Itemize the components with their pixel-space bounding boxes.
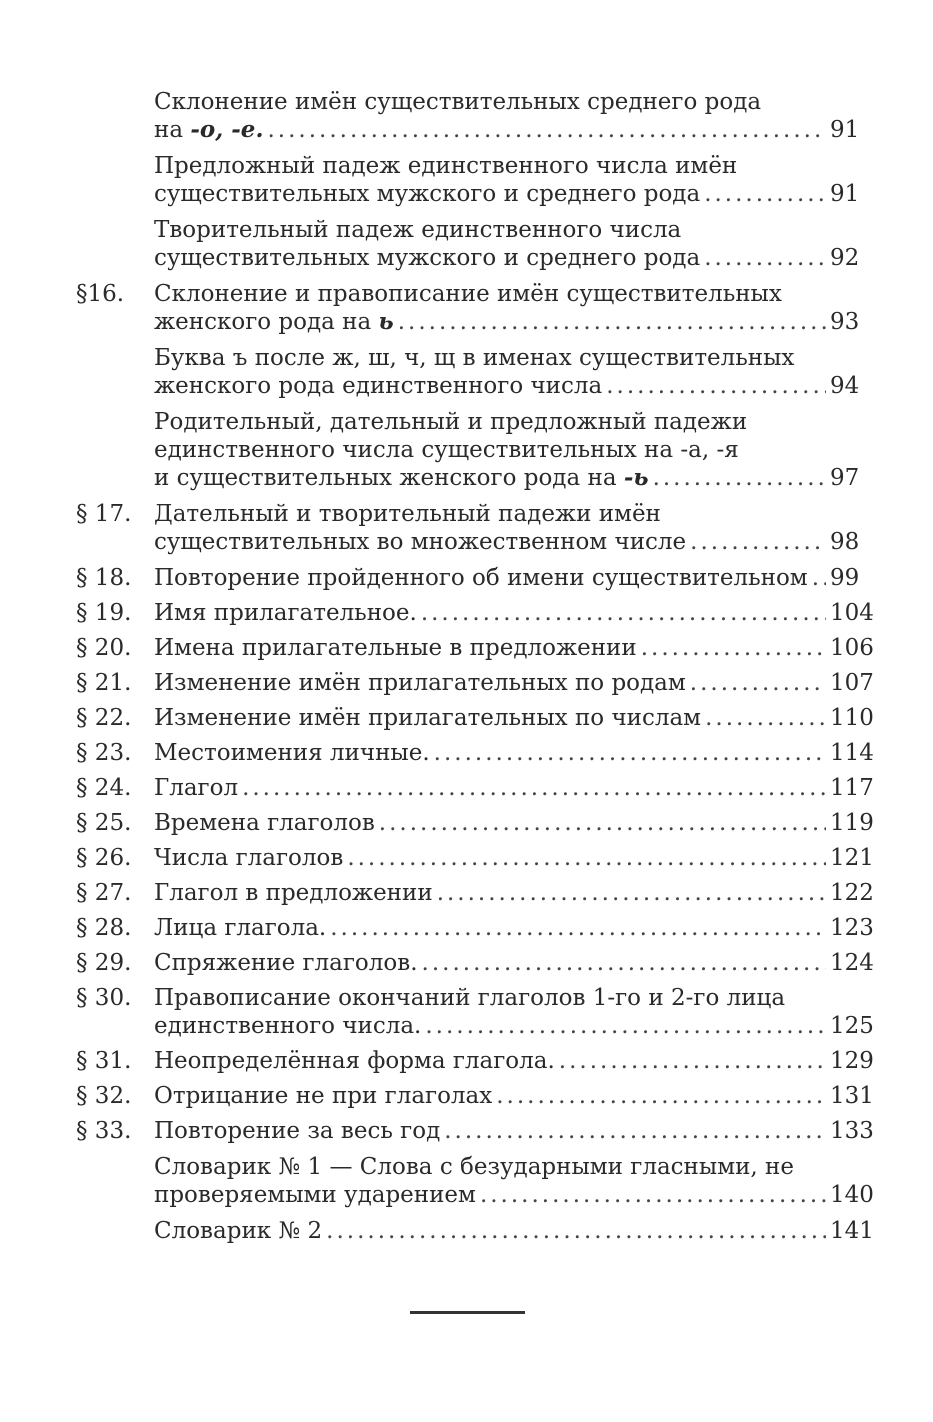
leader-dots xyxy=(267,116,826,144)
toc-entry[interactable] xyxy=(76,809,874,837)
entry-text: Словарик № 1 — Слова с безударными гласными, не xyxy=(154,1154,794,1180)
page-number: 114 xyxy=(830,740,874,766)
entry-text-bold: -ь xyxy=(623,464,649,491)
section-number: § 17. xyxy=(76,501,132,527)
page-number: 125 xyxy=(830,1013,874,1039)
toc-entry[interactable] xyxy=(76,739,874,767)
toc-entry[interactable] xyxy=(76,599,874,627)
leader-dots xyxy=(690,528,826,556)
page-number: 106 xyxy=(830,635,874,661)
toc-entry[interactable] xyxy=(76,280,860,336)
page-number: 94 xyxy=(830,373,860,399)
leader-dots xyxy=(690,669,826,697)
end-rule xyxy=(410,1311,525,1314)
leader-dots xyxy=(480,1181,826,1209)
entry-text: Глагол в предложении xyxy=(154,880,433,906)
page-number: 129 xyxy=(830,1048,874,1074)
toc-entry[interactable] xyxy=(76,408,860,492)
leader-dots xyxy=(704,180,826,208)
section-number: § 33. xyxy=(76,1118,132,1144)
toc-entry[interactable] xyxy=(76,774,874,802)
leader-dots xyxy=(653,464,826,492)
leader-dots xyxy=(437,879,826,907)
page-number: 104 xyxy=(830,600,874,626)
leader-dots xyxy=(425,1012,826,1040)
entry-text: Неопределённая форма глагола. xyxy=(154,1048,555,1074)
page-number: 124 xyxy=(830,950,874,976)
entry-text: Творительный падеж единственного числа xyxy=(154,217,682,243)
entry-text: Склонение и правописание имён существительных xyxy=(154,281,782,307)
entry-text: Склонение имён существительных среднего рода xyxy=(154,89,762,115)
entry-text: Словарик № 2 xyxy=(154,1218,323,1244)
leader-dots xyxy=(641,634,826,662)
page-number: 119 xyxy=(830,810,874,836)
leader-dots xyxy=(434,739,826,767)
toc-entry[interactable] xyxy=(76,949,874,977)
leader-dots xyxy=(559,1047,826,1075)
entry-text: Времена глаголов xyxy=(154,810,375,836)
toc-entry[interactable] xyxy=(76,1217,874,1245)
page-number: 121 xyxy=(830,845,874,871)
section-number: § 31. xyxy=(76,1048,132,1074)
toc-entry[interactable] xyxy=(76,88,860,144)
section-number: § 25. xyxy=(76,810,132,836)
entry-text: Изменение имён прилагательных по родам xyxy=(154,670,686,696)
page-number: 117 xyxy=(830,775,874,801)
page-number: 91 xyxy=(830,181,860,207)
entry-text: Повторение пройденного об имени существительном xyxy=(154,565,808,591)
leader-dots xyxy=(421,599,826,627)
leader-dots xyxy=(496,1082,826,1110)
section-number: § 24. xyxy=(76,775,132,801)
toc-entry[interactable] xyxy=(76,1153,874,1209)
entry-text: единственного числа существительных на -а, -я xyxy=(154,437,739,463)
entry-text: Предложный падеж единственного числа имён xyxy=(154,153,738,179)
entry-text: существительных во множественном числе xyxy=(154,529,687,555)
page-number: 140 xyxy=(830,1182,874,1208)
leader-dots xyxy=(379,809,826,837)
page-number: 133 xyxy=(830,1118,874,1144)
leader-dots xyxy=(422,949,826,977)
entry-text: Родительный, дательный и предложный падежи xyxy=(154,409,748,435)
entry-text: и существительных женского рода на -ь xyxy=(154,464,649,491)
leader-dots xyxy=(326,1217,826,1245)
page-number: 92 xyxy=(830,245,860,271)
entry-text: Повторение за весь год xyxy=(154,1118,441,1144)
entry-text: Дательный и творительный падежи имён xyxy=(154,501,661,527)
toc-entry[interactable] xyxy=(76,1117,874,1145)
entry-text: Числа глаголов xyxy=(154,845,344,871)
toc-entry[interactable] xyxy=(76,844,874,872)
section-number: § 28. xyxy=(76,915,132,941)
page-number: 122 xyxy=(830,880,874,906)
leader-dots xyxy=(242,774,826,802)
section-number: § 18. xyxy=(76,565,132,591)
toc-entry[interactable] xyxy=(76,984,874,1040)
page-number: 110 xyxy=(830,705,874,731)
section-number: § 29. xyxy=(76,950,132,976)
page-number: 141 xyxy=(830,1218,874,1244)
toc-entry[interactable] xyxy=(76,669,874,697)
toc-entry[interactable] xyxy=(76,1047,874,1075)
page-number: 97 xyxy=(830,465,860,491)
entry-text: существительных мужского и среднего рода xyxy=(154,245,701,271)
leader-dots xyxy=(704,244,826,272)
leader-dots xyxy=(812,564,826,592)
entry-text: женского рода на ь xyxy=(154,308,394,335)
toc-entry[interactable] xyxy=(76,704,874,732)
page-number: 91 xyxy=(830,117,860,143)
toc-entry[interactable] xyxy=(76,564,860,592)
section-number: § 19. xyxy=(76,600,132,626)
entry-text: Имя прилагательное. xyxy=(154,600,417,626)
toc-entry[interactable] xyxy=(76,1082,874,1110)
toc-entry[interactable] xyxy=(76,216,860,272)
section-number: § 22. xyxy=(76,705,132,731)
section-number: § 30. xyxy=(76,985,132,1011)
section-number: § 27. xyxy=(76,880,132,906)
page-number: 131 xyxy=(830,1083,874,1109)
section-number: § 20. xyxy=(76,635,132,661)
section-number: § 32. xyxy=(76,1083,132,1109)
entry-text: на -о, -е. xyxy=(154,116,264,143)
section-number: § 23. xyxy=(76,740,132,766)
entry-text: проверяемыми ударением xyxy=(154,1182,476,1208)
page-number: 98 xyxy=(830,529,860,555)
entry-text: Спряжение глаголов. xyxy=(154,950,418,976)
entry-text: Изменение имён прилагательных по числам xyxy=(154,705,702,731)
entry-text: Буква ъ после ж, ш, ч, щ в именах существительных xyxy=(154,345,795,371)
toc-entry[interactable] xyxy=(76,879,874,907)
page-number: 93 xyxy=(830,309,860,335)
toc-entry[interactable] xyxy=(76,914,874,942)
entry-text: Отрицание не при глаголах xyxy=(154,1083,493,1109)
leader-dots xyxy=(444,1117,826,1145)
toc-entry[interactable] xyxy=(76,500,860,556)
page-number: 123 xyxy=(830,915,874,941)
section-number: §16. xyxy=(76,281,125,307)
leader-dots xyxy=(705,704,826,732)
entry-text: Имена прилагательные в предложении xyxy=(154,635,637,661)
leader-dots xyxy=(606,372,826,400)
entry-text-bold: -о, -е. xyxy=(190,116,264,143)
section-number: § 21. xyxy=(76,670,132,696)
toc-entry[interactable] xyxy=(76,152,860,208)
page-number: 99 xyxy=(830,565,860,591)
leader-dots xyxy=(330,914,826,942)
entry-text: Местоимения личные. xyxy=(154,740,430,766)
toc-entry[interactable] xyxy=(76,634,874,662)
entry-text: единственного числа. xyxy=(154,1013,422,1039)
entry-text: существительных мужского и среднего рода xyxy=(154,181,701,207)
entry-text-bold: ь xyxy=(378,308,394,335)
entry-text: женского рода единственного числа xyxy=(154,373,603,399)
toc-entry[interactable] xyxy=(76,344,860,400)
table-of-contents xyxy=(76,88,874,1245)
entry-text: Глагол xyxy=(154,775,239,801)
entry-text: Лица глагола. xyxy=(154,915,327,941)
leader-dots xyxy=(398,308,826,336)
leader-dots xyxy=(347,844,826,872)
page-number: 107 xyxy=(830,670,874,696)
entry-text: Правописание окончаний глаголов 1-го и 2-го лица xyxy=(154,985,786,1011)
section-number: § 26. xyxy=(76,845,132,871)
